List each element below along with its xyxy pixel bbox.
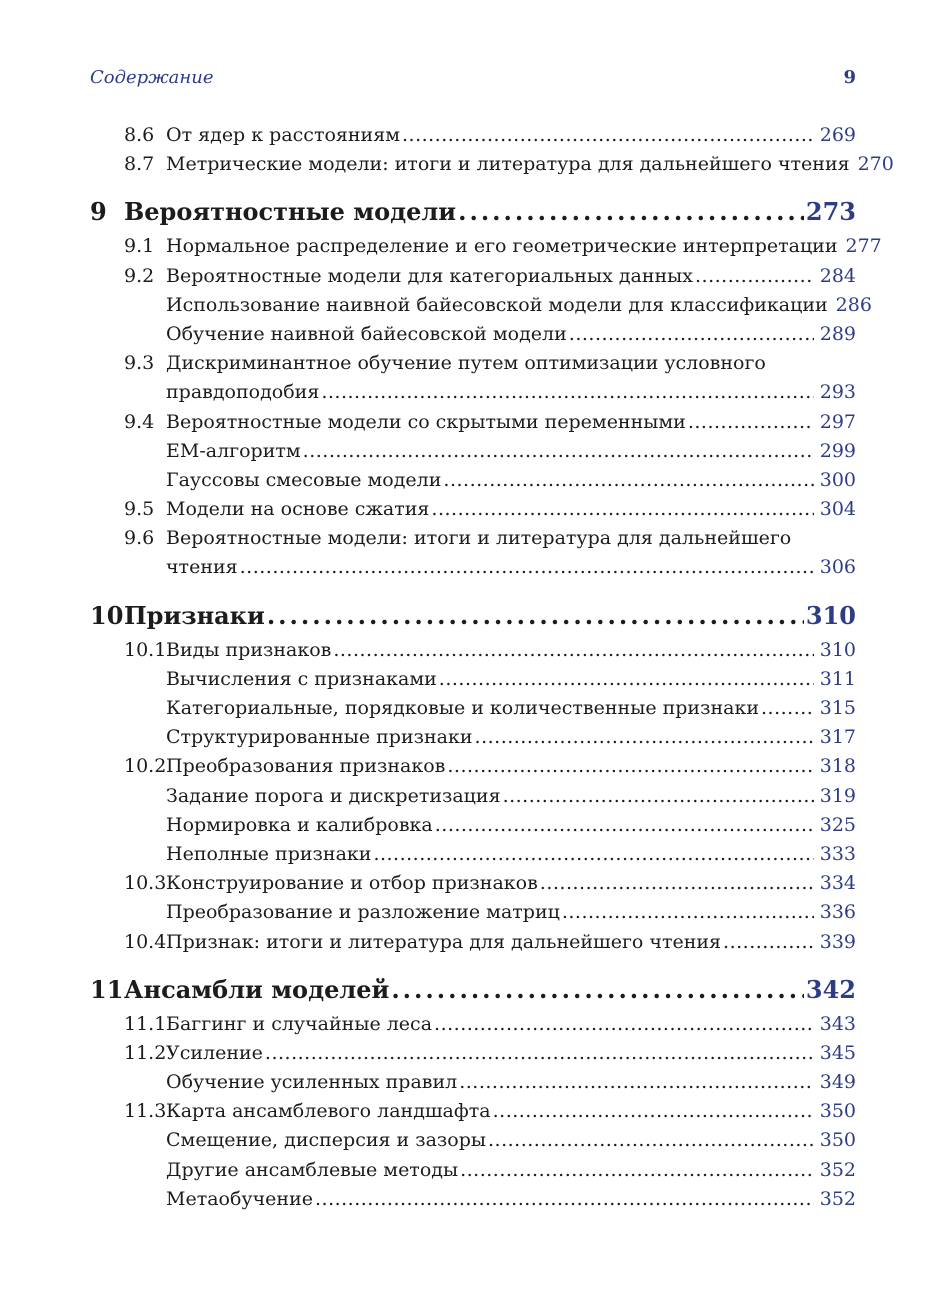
section-number: 9.3 [124,352,155,375]
section-page: 277 [845,235,882,258]
section-page: 304 [819,498,856,521]
section-title: Вероятностные модели со скрытыми переменными [166,410,686,433]
section-number: 11.2 [124,1041,167,1064]
toc-subentry[interactable] [90,1185,856,1214]
section-number: 9.4 [124,410,155,433]
toc-entry[interactable] [90,150,894,179]
section-page: 333 [819,842,856,865]
toc-entry[interactable] [90,495,856,524]
section-number: 11.1 [124,1012,167,1035]
dot-leader [562,898,814,927]
section-title-continued: чтения [166,556,238,579]
section-page: 334 [819,872,856,895]
section-title: Усиление [166,1041,263,1064]
toc-entry[interactable] [90,1039,856,1068]
section-page: 336 [819,901,856,924]
section-title: Задание порога и дискретизация [166,784,501,807]
section-title: Вероятностные модели: итоги и литература для дальнейшего [166,527,792,550]
section-page: 349 [819,1071,856,1094]
toc-subentry[interactable] [90,665,856,694]
dot-leader [540,869,814,898]
section-title: Другие ансамблевые методы [166,1158,459,1181]
chapter-page: 310 [805,600,856,630]
toc-entry-line [90,524,856,553]
section-page: 315 [819,697,856,719]
section-page: 300 [819,468,856,491]
toc-subentry[interactable] [90,1068,856,1097]
section-title: Баггинг и случайные леса [166,1012,433,1035]
section-title: Метаобучение [166,1187,313,1210]
section-number: 9.5 [124,498,155,521]
dot-leader [493,1097,814,1126]
toc-chapter[interactable] [90,599,856,632]
section-title: Признак: итоги и литература для дальнейшего чтения [166,930,722,953]
section-number: 10.2 [124,755,167,778]
section-title: Модели на основе сжатия [166,498,430,521]
dot-leader [333,636,813,665]
dot-leader [458,195,804,228]
dot-leader [439,665,814,694]
chapter-title: Ансамбли моделей [124,974,390,1004]
section-title: Структурированные признаки [166,726,473,749]
toc-entry[interactable] [90,636,856,665]
chapter-title: Признаки [124,600,265,630]
chapter-number: 9 [90,197,107,227]
toc-entry-line [90,553,856,582]
section-number: 9.2 [124,264,155,287]
section-title: Конструирование и отбор признаков [166,872,538,895]
toc-entry[interactable] [90,928,856,957]
dot-leader [265,1039,814,1068]
toc-entry[interactable] [90,1097,856,1126]
chapter-number: 11 [90,974,124,1004]
section-page: 343 [819,1012,856,1035]
dot-leader [435,811,814,840]
section-title: Дискриминантное обучение путем оптимизации условного [166,352,766,375]
section-page: 317 [819,726,856,749]
section-title: Использование наивной байесовской модели для классификации [166,293,828,316]
dot-leader [695,262,814,291]
section-number: 8.6 [124,124,155,146]
dot-leader [443,466,813,495]
section-page: 289 [819,322,856,345]
section-title: Неполные признаки [166,842,372,865]
section-page: 310 [819,638,856,661]
dot-leader [321,378,813,407]
section-title: EM-алгоритм [166,439,301,462]
dot-leader [723,928,814,957]
section-page: 352 [819,1187,856,1210]
section-page: 270 [857,153,894,176]
toc-entry-line [90,378,856,407]
toc-subentry[interactable] [90,898,856,927]
dot-leader [475,723,814,752]
section-page: 350 [819,1129,856,1152]
section-title-continued: правдоподобия [166,381,320,404]
section-title: Обучение наивной байесовской модели [166,322,567,345]
chapter-title: Вероятностные модели [124,197,457,227]
toc-subentry[interactable] [90,291,872,320]
toc-entry[interactable] [90,232,882,261]
page-header [90,67,856,93]
section-page: 345 [819,1041,856,1064]
section-number: 11.3 [124,1100,167,1123]
dot-leader [434,1010,814,1039]
dot-leader [431,495,813,524]
dot-leader [488,1126,814,1155]
chapter-number: 10 [90,600,124,630]
toc-entry[interactable] [90,752,856,781]
chapter-page: 342 [805,974,856,1004]
section-title: Обучение усиленных правил [166,1071,458,1094]
dot-leader [391,973,804,1006]
section-title: Нормировка и калибровка [166,813,433,836]
dot-leader [303,437,814,466]
dot-leader [402,121,814,150]
toc-subentry[interactable] [90,782,856,811]
section-number: 10.4 [124,930,167,953]
section-page: 319 [819,784,856,807]
section-title: Метрические модели: итоги и литература для дальнейшего чтения [166,153,850,176]
toc-entry[interactable] [90,869,856,898]
section-number: 9.1 [124,235,155,258]
dot-leader [761,694,814,723]
dot-leader [503,782,814,811]
toc-subentry[interactable] [90,437,856,466]
toc-subentry[interactable] [90,840,856,869]
dot-leader [267,599,804,632]
dot-leader [569,320,814,349]
chapter-page: 273 [805,197,856,227]
section-page: 311 [819,667,856,690]
section-number: 10.3 [124,872,167,895]
running-title: Содержание [90,67,214,88]
dot-leader [688,408,814,437]
section-number: 9.6 [124,527,155,550]
section-page: 299 [819,439,856,462]
section-title: Преобразования признаков [166,755,446,778]
section-title: Категориальные, порядковые и количественные признаки [166,697,759,719]
table-of-contents [90,121,894,1214]
section-title: Вероятностные модели для категориальных данных [166,264,694,287]
toc-entry[interactable] [90,349,856,407]
section-title: Нормальное распределение и его геометрические интерпретации [166,235,838,258]
section-number: 8.7 [124,153,155,176]
section-page: 325 [819,813,856,836]
toc-subentry[interactable] [90,1126,856,1155]
dot-leader [459,1068,814,1097]
toc-subentry[interactable] [90,466,856,495]
section-page: 350 [819,1100,856,1123]
section-page: 269 [819,124,856,146]
section-page: 293 [819,381,856,404]
section-page: 318 [819,755,856,778]
toc-entry[interactable] [90,1010,856,1039]
dot-leader [240,553,814,582]
section-title: Вычисления с признаками [166,667,437,690]
dot-leader [460,1156,814,1185]
section-number: 10.1 [124,638,167,661]
section-page: 286 [835,293,872,316]
toc-subentry[interactable] [90,694,856,723]
toc-subentry[interactable] [90,1156,856,1185]
toc-chapter[interactable] [90,973,856,1006]
section-title: Виды признаков [166,638,332,661]
section-title: От ядер к расстояниям [166,124,400,146]
section-title: Смещение, дисперсия и зазоры [166,1129,487,1152]
dot-leader [447,752,813,781]
section-page: 352 [819,1158,856,1181]
section-page: 297 [819,410,856,433]
toc-entry-line [90,349,856,378]
page-number: 9 [843,67,856,88]
section-page: 339 [819,930,856,953]
toc-chapter[interactable] [90,195,856,228]
section-page: 306 [819,556,856,579]
toc-entry[interactable] [90,121,856,150]
toc-entry[interactable] [90,262,856,291]
section-title: Преобразование и разложение матриц [166,901,560,924]
toc-subentry[interactable] [90,811,856,840]
toc-entry[interactable] [90,408,856,437]
toc-subentry[interactable] [90,320,856,349]
section-page: 284 [819,264,856,287]
toc-subentry[interactable] [90,723,856,752]
dot-leader [373,840,813,869]
toc-entry[interactable] [90,524,856,582]
section-title: Карта ансамблевого ландшафта [166,1100,491,1123]
dot-leader [315,1185,814,1214]
section-title: Гауссовы смесовые модели [166,468,442,491]
